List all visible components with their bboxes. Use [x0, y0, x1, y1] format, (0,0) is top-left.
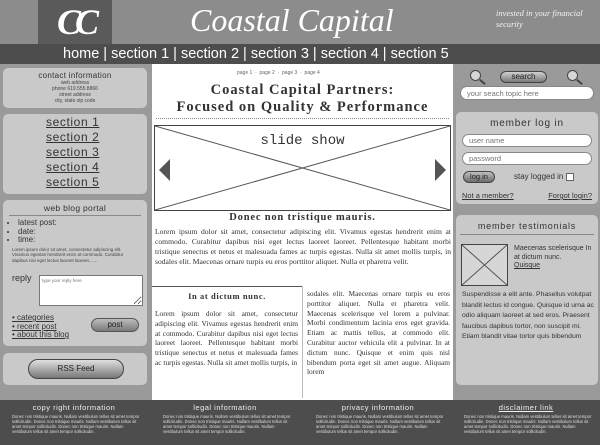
- footer-copyright: [4, 403, 144, 434]
- slideshow[interactable]: [154, 125, 451, 211]
- slide-prev-arrow-icon[interactable]: [159, 159, 170, 181]
- stay-logged-in[interactable]: [514, 172, 574, 181]
- site-header: [0, 0, 600, 44]
- blog-latest-post: • latest post:: [18, 219, 147, 228]
- blog-time: • time:: [18, 236, 147, 245]
- divider: [156, 118, 449, 119]
- nav-section-5[interactable]: section 5: [390, 46, 449, 62]
- page-title: [152, 82, 453, 116]
- testimonials-panel: [456, 215, 598, 385]
- nav-section-3[interactable]: section 3: [250, 46, 309, 62]
- section-link-3[interactable]: section 3: [46, 145, 100, 159]
- page-title-line-2: Focused on Quality & Performance: [176, 99, 429, 115]
- footer-privacy-text: Donec non tristique mauris. Nullam vestibulum tellus sit amet tempor sollicitudin. Donec non tristique mauris. Nullam vestibulum tellus sit amet tempor sollicitudin. Donec non tristique mauris. Nullam vestibulum tellus sit amet tempor sollicitudin.: [316, 414, 444, 434]
- login-links: [462, 191, 592, 200]
- footer-privacy: [308, 403, 448, 434]
- section-link-4[interactable]: section 4: [46, 160, 100, 174]
- password-field[interactable]: [462, 152, 592, 165]
- article-paragraph-1: Lorem ipsum dolor sit amet, consectetur adipiscing elit. Vivamus egestas hendrerit enim at commodo. Curabitur dapibus nisi eget lectus laoreet laoreet. Pellentesque habitant morbi tristique senectus et netus et malesuada fames ac turpis egestas. Nulla sit amet mollis turpis, in sodales elit. Maecenas ornare turpis eu eros porttitor aliquet. Nulla et pharetra velit.: [155, 227, 451, 266]
- search-panel: [456, 68, 598, 106]
- footer-legal-text: Donec non tristique mauris. Nullam vestibulum tellus sit amet tempor sollicitudin. Donec non tristique mauris. Nullam vestibulum tellus sit amet tempor sollicitudin. Donec non tristique mauris. Nullam vestibulum tellus sit amet tempor sollicitudin.: [163, 414, 291, 434]
- contact-city: city, state zip code: [54, 98, 96, 104]
- search-icon[interactable]: [470, 70, 481, 81]
- section-link-1[interactable]: section 1: [46, 115, 100, 129]
- stay-logged-in-label: stay logged in: [514, 172, 564, 181]
- search-button[interactable]: search: [500, 71, 547, 83]
- section-link-5[interactable]: section 5: [46, 175, 100, 189]
- username-field[interactable]: [462, 134, 592, 147]
- reply-textarea[interactable]: [39, 275, 143, 306]
- main-nav: [0, 44, 600, 64]
- testimonial-quote: [514, 245, 594, 271]
- testimonial-quote-text: Maecenas scelerisque In at dictum nunc.: [514, 245, 592, 261]
- footer-disclaimer: [456, 403, 596, 434]
- column-divider: [302, 286, 303, 398]
- nav-separator: |: [99, 46, 112, 62]
- rss-panel: [3, 353, 147, 385]
- logo[interactable]: CC: [38, 0, 112, 44]
- testimonials-heading: member testimonials: [477, 221, 577, 231]
- nav-separator: |: [308, 46, 321, 62]
- sub-heading: In at dictum nunc.: [188, 291, 266, 301]
- section-links-panel: [3, 114, 147, 194]
- nav-section-1[interactable]: section 1: [111, 46, 170, 62]
- footer-disclaimer-link[interactable]: disclaimer link: [498, 403, 554, 412]
- article-paragraph-3: sodales elit. Maecenas ornare turpis eu eros porttitor aliquet. Nulla et pharetra velit. Maecenas scelerisque vel lorem a pulvinar. Morbi condimentum lacinia eros eget gravida. Etiam ac mattis tellus, at commodo elit. Curabitur auctor vehicula elit a pulvinar. In at dictum nunc. Quisque et enim quis nisl bibendum porta eget sit amet augue. Aliquam lorem: [307, 289, 450, 377]
- stay-logged-in-checkbox[interactable]: [566, 173, 574, 181]
- rss-feed-button[interactable]: RSS Feed: [28, 359, 124, 379]
- tagline: invested in your financial security: [496, 8, 583, 29]
- avatar: [461, 244, 508, 286]
- footer-copyright-heading: copy right information: [32, 403, 116, 412]
- login-panel: [456, 112, 598, 204]
- divider: [152, 286, 302, 287]
- placeholder-cross: [462, 245, 507, 285]
- footer-disclaimer-text: Donec non tristique mauris. Nullam vestibulum tellus sit amet tempor sollicitudin. Donec non tristique mauris. Nullam vestibulum tellus sit amet tempor sollicitudin. Donec non tristique mauris. Nullam vestibulum tellus sit amet tempor sollicitudin.: [464, 414, 592, 434]
- nav-home[interactable]: home: [63, 46, 100, 62]
- nav-separator: |: [378, 46, 391, 62]
- main-content: [152, 64, 453, 400]
- page-title-line-1: Coastal Capital Partners:: [210, 82, 395, 98]
- not-member-link[interactable]: Not a member?: [462, 191, 514, 200]
- contact-panel: [3, 68, 147, 108]
- article-paragraph-2: Lorem ipsum dolor sit amet, consectetur adipiscing elit. Vivamus egestas hendrerit enim at commodo. Curabitur dapibus nisi eget lectus laoreet laoreet. Pellentesque habitant morbi tristique senectus et netus et malesuada fames ac turpis egestas. Nulla sit amet mollis turpis, in: [155, 309, 298, 367]
- nav-section-4[interactable]: section 4: [320, 46, 379, 62]
- blog-link-recent[interactable]: • recent post: [12, 321, 57, 331]
- contact-phone: phone 619.555.8866: [52, 86, 98, 92]
- nav-section-2[interactable]: section 2: [180, 46, 240, 62]
- site-title: Coastal Capital: [190, 2, 394, 38]
- divider: [460, 234, 594, 235]
- login-heading: member log in: [490, 118, 564, 129]
- blog-heading: web blog portal: [43, 203, 107, 213]
- contact-street: street address: [59, 92, 91, 98]
- search-icon[interactable]: [567, 70, 578, 81]
- footer-legal-heading: legal information: [193, 403, 257, 412]
- blog-meta-list: [3, 219, 147, 245]
- blog-excerpt: Lorem ipsum dolor sit amet, consectetur adipiscing elit. Vivamus egestas hendrerit enim at commodo. Curabitur dapibus nisi eget lectus laoreet laoreet.......: [12, 246, 124, 263]
- blog-links: [12, 314, 69, 340]
- testimonial-body: Suspendisse a elit ante. Phasellus volutpat blandit lectus id congue. Quisque id urna ac odio aliquam laoreet at sed eros. Praesent faucibus dapibus tortor, non suscipit mi. Etiam blandit vitae tortor quis bibendum: [462, 291, 594, 340]
- site-footer: [0, 400, 600, 445]
- contact-heading: contact information: [38, 71, 112, 80]
- blog-link-categories[interactable]: • categories: [12, 313, 54, 322]
- divider: [9, 215, 141, 216]
- testimonial-link[interactable]: Quisque: [514, 262, 541, 269]
- pagination[interactable]: page 1 · page 2 · page 3 · page 4: [237, 70, 320, 76]
- search-input[interactable]: [460, 86, 594, 100]
- reply-label: reply: [12, 273, 32, 283]
- footer-legal: [155, 403, 295, 434]
- section-link-2[interactable]: section 2: [46, 130, 100, 144]
- contact-web: web address: [60, 80, 90, 86]
- footer-privacy-heading: privacy information: [341, 403, 415, 412]
- blog-portal-panel: [3, 200, 147, 346]
- forgot-login-link[interactable]: Forgot login?: [548, 191, 592, 200]
- footer-copyright-text: Donec non tristique mauris. Nullam vestibulum tellus sit amet tempor sollicitudin. Donec non tristique mauris. Nullam vestibulum tellus sit amet tempor sollicitudin. Donec non tristique mauris. Nullam vestibulum tellus sit amet tempor sollicitudin.: [12, 414, 140, 434]
- article-heading: Donec non tristique mauris.: [229, 212, 376, 223]
- post-button[interactable]: post: [91, 318, 139, 332]
- blog-date: • date:: [18, 228, 147, 237]
- slideshow-label-wrap: [155, 133, 450, 149]
- blog-link-about[interactable]: • about this blog: [12, 330, 70, 339]
- nav-separator: |: [239, 46, 251, 62]
- slide-next-arrow-icon[interactable]: [435, 159, 446, 181]
- login-button[interactable]: log in: [463, 171, 495, 183]
- nav-separator: |: [169, 46, 181, 62]
- slideshow-label: slide show: [257, 133, 347, 149]
